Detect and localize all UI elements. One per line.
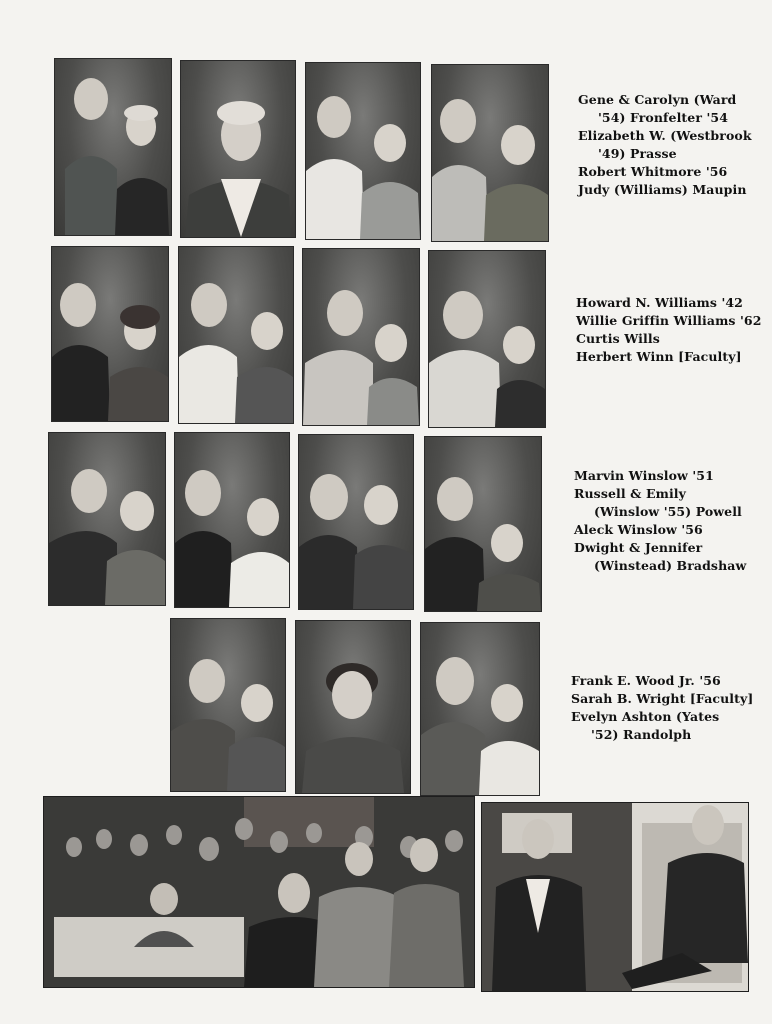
caption-line: '54) Fronfelter '54: [598, 110, 729, 125]
couple-portrait-image: [179, 247, 293, 423]
caption-line: Howard N. Williams '42: [576, 295, 743, 310]
single-portrait-image: [181, 61, 295, 237]
banquet-crowd-image: [44, 797, 474, 987]
caption-row-1: [578, 91, 752, 199]
portrait-photo: [180, 60, 296, 238]
caption-line: Elizabeth W. (Westbrook: [578, 128, 752, 143]
caption-line: Curtis Wills: [576, 331, 660, 346]
caption-line: '49) Prasse: [598, 146, 677, 161]
couple-portrait-image: [171, 619, 285, 791]
couple-portrait-image: [303, 249, 419, 425]
caption-line: '52) Randolph: [591, 727, 692, 742]
portrait-photo: [431, 64, 549, 242]
single-portrait-image: [296, 621, 410, 793]
caption-line: Frank E. Wood Jr. '56: [571, 673, 721, 688]
caption-line: Russell & Emily: [574, 486, 687, 501]
portrait-photo: [170, 618, 286, 792]
couple-portrait-image: [55, 59, 171, 235]
couple-portrait-image: [425, 437, 541, 611]
portrait-photo: [51, 246, 169, 422]
couple-portrait-image: [175, 433, 289, 607]
portrait-photo: [178, 246, 294, 424]
caption-row-3: [574, 467, 746, 575]
caption-line: Robert Whitmore '56: [578, 164, 728, 179]
caption-line: Aleck Winslow '56: [574, 522, 703, 537]
couple-portrait-image: [306, 63, 420, 239]
caption-line: Dwight & Jennifer: [574, 540, 703, 555]
two-seated-men-image: [482, 803, 748, 991]
caption-line: Marvin Winslow '51: [574, 468, 714, 483]
caption-line: (Winstead) Bradshaw: [594, 558, 747, 573]
couple-portrait-image: [299, 435, 413, 609]
caption-line: Judy (Williams) Maupin: [578, 182, 747, 197]
caption-line: Willie Griffin Williams '62: [576, 313, 762, 328]
caption-line: Evelyn Ashton (Yates: [571, 709, 720, 724]
portrait-photo: [305, 62, 421, 240]
couple-portrait-image: [52, 247, 168, 421]
couple-portrait-image: [429, 251, 545, 427]
portrait-photo: [420, 622, 540, 796]
caption-line: Herbert Winn [Faculty]: [576, 349, 742, 364]
caption-row-4: [571, 672, 753, 744]
banquet-photo: [43, 796, 475, 988]
portrait-photo: [424, 436, 542, 612]
couple-portrait-image: [432, 65, 548, 241]
caption-line: Sarah B. Wright [Faculty]: [571, 691, 754, 706]
portrait-photo: [48, 432, 166, 606]
caption-line: Gene & Carolyn (Ward: [578, 92, 737, 107]
couple-portrait-image: [49, 433, 165, 605]
seated-men-photo: [481, 802, 749, 992]
portrait-photo: [428, 250, 546, 428]
portrait-photo: [295, 620, 411, 794]
portrait-photo: [302, 248, 420, 426]
caption-row-2: [576, 294, 762, 366]
portrait-photo: [174, 432, 290, 608]
couple-portrait-image: [421, 623, 539, 795]
portrait-photo: [298, 434, 414, 610]
portrait-photo: [54, 58, 172, 236]
caption-line: (Winslow '55) Powell: [594, 504, 742, 519]
